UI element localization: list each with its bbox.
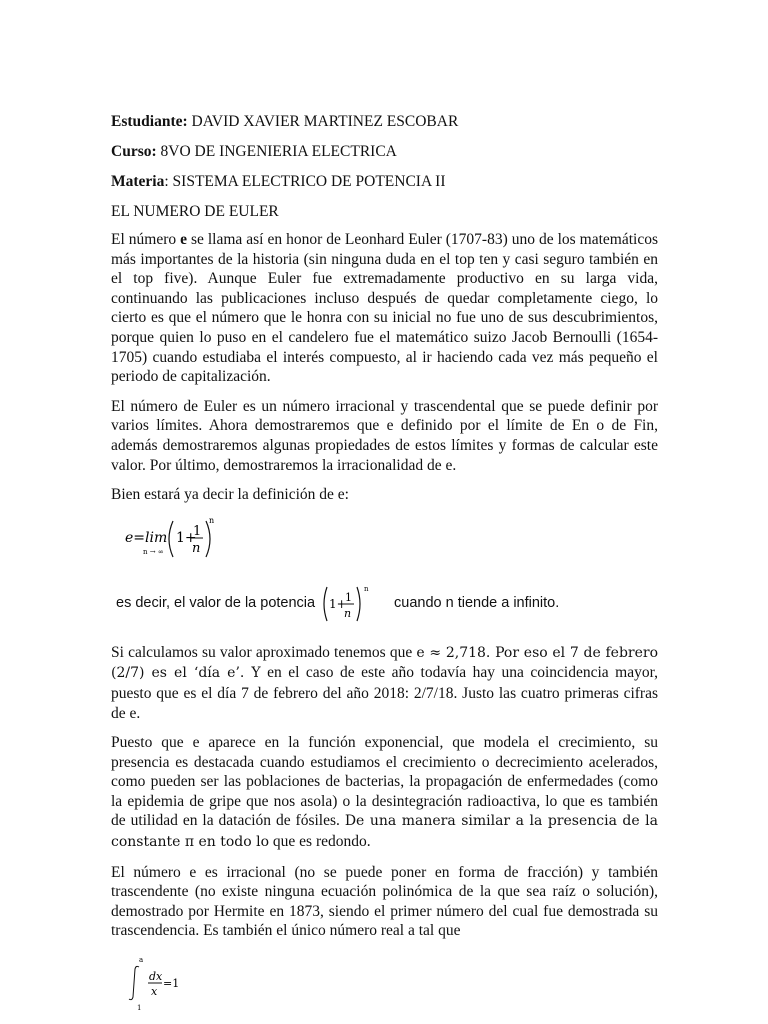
formula-exp: n xyxy=(209,515,215,525)
paragraph-definition-lead: Bien estará ya decir la definición de e: xyxy=(111,486,349,504)
subject-name: : SISTEMA ELECTRICO DE POTENCIA II xyxy=(164,173,446,190)
paragraph-exponential xyxy=(111,733,658,853)
integral-upper: a xyxy=(139,956,144,965)
p4-text-a: Si calculamos su valor aproximado tenemos que xyxy=(111,643,417,661)
course-line xyxy=(111,142,658,162)
formula-lim-sub: n → ∞ xyxy=(143,547,164,556)
integral-svg xyxy=(111,953,201,1013)
subject-line xyxy=(111,172,658,192)
integral-lower: 1 xyxy=(137,1004,142,1013)
power-den: n xyxy=(344,606,352,620)
left-paren xyxy=(169,521,173,557)
p4-text-c: en el caso de este año todavía hay una coincidencia mayor, puesto que es el día 7 de febrero del año 2018: 2/7/18. Justo las cuatro primeras cifras de e. xyxy=(111,664,658,722)
integral-den: x xyxy=(151,985,158,999)
paragraph-irrational: El número e es irracional (no se puede poner en forma de fracción) y también trascendente (no existe ninguna ecuación polinómica de la que sea raíz o solución), demostrado por Hermite en 1873, siendo el primer número del cual fue demostrada su trascendencia. Es también el único número real a tal que xyxy=(111,863,658,940)
course-label: Curso: xyxy=(111,143,157,160)
paragraph-definition-intro: El número de Euler es un número irracional y trascendental que se puede definir por varios límites. Ahora demostraremos que e definido por el límite de En o de Fin, además demostraremos algunas propiedades de estos límites y formas de calcular este valor. Por último, demostraremos la irracionalidad de e. xyxy=(111,397,658,474)
p1-text-c: se llama así en honor de Leonhard Euler (1707-83) uno de los matemáticos más importantes de la historia (sin ninguna duda en el top ten y casi seguro también en el top five). Aunque Euler fue extremadamente productivo en su larga vida, continuando las publicaciones incluso después de quedar completamente ciego, lo cierto es que el número que le honra con su inicial no fue uno de sus descubrimientos, porque quien lo puso en el candelero fue el matemático suizo Jacob Bernoulli (1654-1705) cuando estudiaba el interés compuesto, al ir haciendo cada vez más pequeño el periodo de capitalización. xyxy=(111,231,658,386)
power-text-before: es decir, el valor de la potencia xyxy=(116,594,316,611)
p5-text-a: Puesto que e aparece en la función exponencial, que modela el crecimiento, su presencia es destacada cuando estudiamos el crecimiento o decrecimiento acelerados, como pueden ser las poblaciones de bacterias, la propagación de enfermedades (como la epidemia de gripe que nos asola) o la desintegración radioactiva, lo que es también de utilidad en la datación de fósiles. xyxy=(111,734,658,830)
p1-bold-e: e xyxy=(180,231,187,248)
formula-den: n xyxy=(192,540,201,556)
power-right-paren xyxy=(357,587,360,621)
student-line xyxy=(111,112,658,132)
student-label: Estudiante: xyxy=(111,113,188,130)
formula-num: 1 xyxy=(193,523,202,539)
power-one: 1+ xyxy=(329,596,347,611)
subject-label: Materia xyxy=(111,173,165,190)
integral-sign xyxy=(129,966,139,999)
power-num: 1 xyxy=(345,590,352,604)
document-page xyxy=(111,112,658,1013)
euler-limit-formula xyxy=(111,509,658,581)
paragraph-intro xyxy=(111,230,658,387)
integral-formula xyxy=(111,953,658,1013)
course-name: 8VO DE INGENIERIA ELECTRICA xyxy=(156,143,397,160)
euler-limit-svg xyxy=(111,509,271,579)
power-formula-svg xyxy=(321,581,373,627)
paragraph-approx-value xyxy=(111,643,658,723)
integral-rhs: =1 xyxy=(163,977,180,991)
p5-text-c: que es redondo. xyxy=(269,833,371,851)
integral-num: dx xyxy=(149,970,163,984)
power-sentence xyxy=(116,581,658,629)
p1-text-a: El número xyxy=(111,231,181,248)
formula-lhs: e=lim xyxy=(125,529,168,546)
document-title: EL NUMERO DE EULER xyxy=(111,203,279,220)
power-exp: n xyxy=(364,584,369,593)
p5-alt-text: De una manera similar a la presencia de la constante π en todo lo xyxy=(111,813,658,851)
right-paren xyxy=(206,521,210,557)
power-text-after: cuando n tiende a infinito. xyxy=(394,594,560,611)
p4-math-text: e ≈ 2,718. Por eso el 7 de febrero (2/7) es el ‘día e’. Y xyxy=(111,644,659,682)
formula-one: 1+ xyxy=(176,529,197,546)
student-name: DAVID XAVIER MARTINEZ ESCOBAR xyxy=(187,113,459,130)
power-left-paren xyxy=(324,587,327,621)
